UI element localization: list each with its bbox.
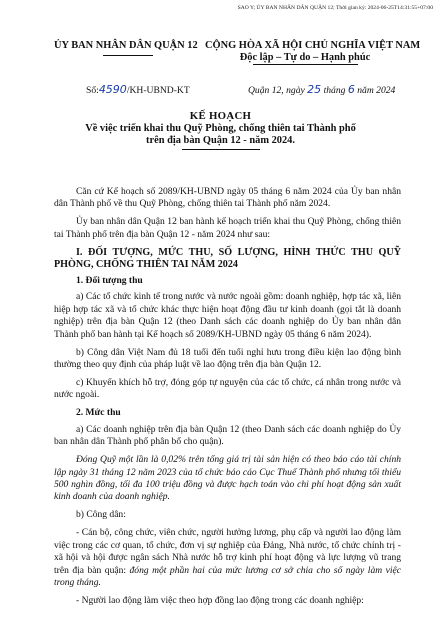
org-underline <box>103 55 153 56</box>
motto-underline <box>253 64 358 65</box>
rate-b-workers: - Người lao động làm việc theo hợp đồng lao động trong các doanh nghiệp: <box>76 595 364 607</box>
subheading-rates: 2. Mức thu <box>76 407 121 419</box>
national-heading <box>205 40 421 65</box>
date-suffix: năm 2024 <box>357 85 396 96</box>
doc-number-handwritten: 4590 <box>98 83 127 96</box>
nation-name: CỘNG HÒA XÃ HỘI CHỦ NGHĨA VIỆT NAM <box>205 40 421 51</box>
rate-a-enterprises: a) Các doanh nghiệp trên địa bàn Quận 12 (theo Danh sách các doanh nghiệp do Ủy ban nhân dân Thành phố phân bổ cho quận). <box>54 423 401 448</box>
section-heading-1: I. ĐỐI TƯỢNG, MỨC THU, SỐ LƯỢNG, HÌNH THỨC THU QUỸ PHÒNG, CHỐNG THIÊN TAI NĂM 2024 <box>54 246 401 271</box>
subheading-subjects: 1. Đối tượng thu <box>76 275 143 286</box>
paragraph-legal-basis: Căn cứ Kế hoạch số 2089/KH-UBND ngày 05 tháng 6 năm 2024 của Ủy ban nhân dân Thành phố về thu Quỹ Phòng, chống thiên tai Thành phố năm 2024. <box>54 186 401 210</box>
national-motto: Độc lập – Tự do – Hạnh phúc <box>239 52 371 63</box>
issue-date <box>248 83 395 96</box>
item-a-organizations: a) Các tổ chức kinh tế trong nước và nước ngoài gồm: doanh nghiệp, hợp tác xã, liên hiệp hợp tác xã và tổ chức khác thực hiện hoạt động đầu tư kinh doanh (gọi tắt là doanh nghiệp) trên địa bàn Quận 12 (theo Danh sách các doanh nghiệp do Ủy ban nhân dân Thành phố ban hành tại Kế hoạch số 2089/KH-UBND ngày 05 tháng 6 năm 2024). <box>54 291 401 340</box>
paragraph-intro: Ủy ban nhân dân Quận 12 ban hành kế hoạch triển khai thu Quỹ Phòng, chống thiên tai Thành phố trên địa bàn Quận 12 - năm 2024 như sau: <box>54 216 401 240</box>
item-b-citizens: b) Công dân Việt Nam đủ 18 tuổi đến tuổi nghỉ hưu trong điều kiện lao động bình thường theo quy định của pháp luật về lao động trên địa bàn Quận 12. <box>54 346 401 371</box>
title-underline <box>182 149 260 150</box>
document-title-block <box>0 110 441 150</box>
rate-b-citizens: b) Công dân: <box>76 509 126 521</box>
rate-b-officials <box>54 527 401 589</box>
digital-signature-stamp: SAO Y; ỦY BAN NHÂN DÂN QUẬN 12; Thời gian ký: 2024-06-25T14:31:55+07:00 <box>237 5 433 11</box>
date-mid: tháng <box>323 85 346 96</box>
rate-b-officials-amount: đóng một phần hai của mức lương cơ sở chia cho số ngày làm việc trong tháng. <box>54 564 401 589</box>
rate-b-officials-text: - Cán bộ, công chức, viên chức, người hưởng lương, phụ cấp và người lao động làm việc trong các cơ quan, tổ chức, đơn vị sự nghiệp của Đảng, Nhà nước, tổ chức chính trị - xã hội và hội được ngân sách Nhà nước hỗ trợ kinh phí hoạt động và lực lượng vũ trang trên địa bàn quận: <box>54 527 401 576</box>
document-kind: KẾ HOẠCH <box>189 110 252 122</box>
title-line-2: trên địa bàn Quận 12 - năm 2024. <box>146 135 295 146</box>
date-prefix: Quận 12, ngày <box>248 85 305 96</box>
doc-number-suffix: /KH-UBND-KT <box>126 85 190 96</box>
title-line-1: Về việc triển khai thu Quỹ Phòng, chống thiên tai Thành phố <box>85 123 356 134</box>
date-day: 25 <box>307 83 322 96</box>
date-month: 6 <box>347 83 355 96</box>
document-number <box>86 83 190 96</box>
issuing-organization: ỦY BAN NHÂN DÂN QUẬN 12 <box>54 40 198 51</box>
rate-a-detail: Đóng Quỹ một lần là 0,02% trên tổng giá trị tài sản hiện có theo báo cáo tài chính lập ngày 31 tháng 12 năm 2023 của tổ chức báo cáo Cục Thuế Thành phố nhưng tối thiểu 500 nghìn đồng, tối đa 100 triệu đồng và được hạch toán vào chi phí hoạt động sản xuất kinh doanh của doanh nghiệp. <box>54 454 401 503</box>
doc-number-prefix: Số: <box>86 85 99 96</box>
item-c-voluntary: c) Khuyến khích hỗ trợ, đóng góp tự nguyện của các tổ chức, cá nhân trong nước và nước ngoài. <box>54 377 401 401</box>
document-body <box>54 186 401 613</box>
